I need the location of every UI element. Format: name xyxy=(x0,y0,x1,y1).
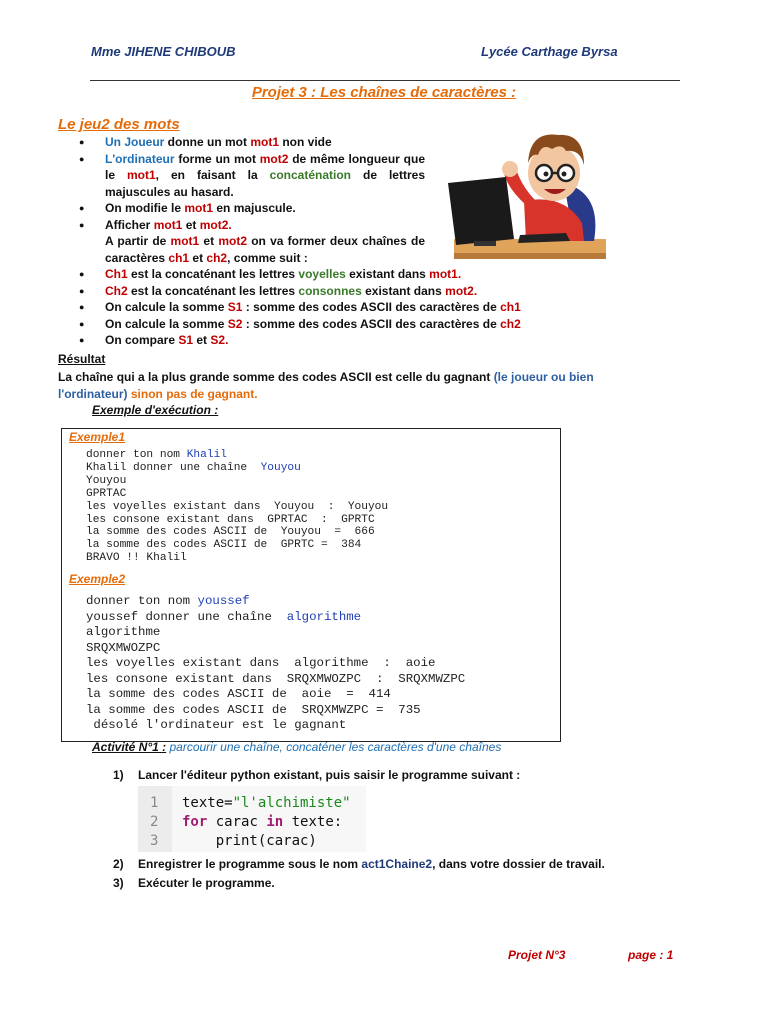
inline-text: et xyxy=(193,333,211,347)
exemple-heading: Exemple d'exécution : xyxy=(92,403,219,417)
line-number: 2 xyxy=(150,814,159,830)
code-keyword: in xyxy=(266,814,284,830)
code-line-numbers xyxy=(150,794,158,851)
list-item xyxy=(58,217,521,267)
header-divider xyxy=(90,80,680,81)
instructions-list xyxy=(58,134,521,349)
inline-text: forme un mot xyxy=(174,151,260,166)
section-title: Le jeu2 des mots xyxy=(58,116,180,133)
console-output: Youyou xyxy=(86,474,127,487)
console-line xyxy=(86,718,465,734)
inline-text: L'ordinateur xyxy=(105,151,175,166)
console-output: les voyelles existant dans algorithme : aoie xyxy=(86,656,436,670)
inline-text: mot1 xyxy=(153,217,183,232)
inline-text: est la concaténant les lettres xyxy=(127,267,299,281)
page-title: Projet 3 : Les chaînes de caractères : xyxy=(251,84,517,101)
console-user-input: algorithme xyxy=(286,609,362,624)
list-item xyxy=(58,134,521,151)
header-author: Mme JIHENE CHIBOUB xyxy=(91,44,236,59)
code-text xyxy=(182,794,351,851)
inline-text: non vide xyxy=(279,135,332,149)
inline-text: S2 xyxy=(227,316,243,331)
step-1-text: Lancer l'éditeur python existant, puis saisir le programme suivant : xyxy=(138,768,521,782)
console-output: donner ton nom xyxy=(86,449,187,461)
console-user-input: Khalil xyxy=(186,449,228,461)
console-line xyxy=(86,462,388,475)
step-3-text: Exécuter le programme. xyxy=(138,876,275,890)
list-item xyxy=(58,299,521,316)
console-user-input: youssef xyxy=(197,594,250,608)
inline-text: mot2 xyxy=(259,151,289,166)
console-output: les consone existant dans SRQXMWOZPC : SRQXMWZPC xyxy=(86,671,466,686)
inline-text: Afficher xyxy=(105,217,154,232)
list-item xyxy=(58,151,521,201)
list-item xyxy=(58,332,521,349)
inline-text: On modifie le xyxy=(105,201,185,215)
inline-text: mot1 xyxy=(127,168,156,182)
console-line xyxy=(86,687,465,703)
inline-text: ch2 xyxy=(500,316,521,331)
inline-text: act1Chaine2 xyxy=(361,857,433,871)
exemple1-label: Exemple1 xyxy=(69,430,126,444)
inline-text: mot1. xyxy=(429,267,462,281)
console-line xyxy=(86,610,465,626)
inline-text: (le joueur ou bien l'ordinateur) xyxy=(58,370,594,401)
resultat-heading: Résultat xyxy=(58,352,106,366)
resultat-paragraph xyxy=(58,369,618,403)
activity-label: Activité N°1 : xyxy=(92,740,167,754)
console-user-input: Youyou xyxy=(260,461,301,474)
inline-text: S1 xyxy=(227,300,243,314)
inline-text: mot1 xyxy=(184,201,214,215)
console-output: les consone existant dans GPRTAC : GPRTC xyxy=(86,513,375,526)
inline-text: S1 xyxy=(178,333,194,347)
console-line xyxy=(86,656,465,672)
console-output: Khalil donner une chaîne xyxy=(86,461,261,474)
inline-text: S2. xyxy=(210,333,229,347)
footer-page: page : 1 xyxy=(628,948,674,962)
inline-text: mot2 xyxy=(218,234,247,248)
inline-text: et xyxy=(199,234,219,248)
list-item xyxy=(58,200,521,217)
console-output: les voyelles existant dans Youyou : Youyou xyxy=(86,500,389,513)
inline-text: de lettres majuscules au hasard. xyxy=(105,168,425,199)
inline-text: mot1 xyxy=(170,234,200,248)
console-output: la somme des codes ASCII de SRQXMWZPC = 735 xyxy=(86,702,421,717)
code-token: texte: xyxy=(283,814,343,830)
inline-text: mot2. xyxy=(445,283,478,298)
console-output: la somme des codes ASCII de Youyou = 666 xyxy=(86,526,375,539)
inline-text: Ch1 xyxy=(105,267,128,281)
inline-text: de même longueur que le xyxy=(105,151,425,182)
inline-text: : somme des codes ASCII des caractères de xyxy=(242,300,501,314)
console-line xyxy=(86,703,465,719)
console-line xyxy=(86,552,388,565)
exemple1-console xyxy=(86,449,388,565)
inline-text: Enregistrer le programme sous le nom xyxy=(138,857,362,871)
footer-project: Projet N°3 xyxy=(508,948,566,962)
inline-text: et xyxy=(182,217,200,232)
line-number: 1 xyxy=(150,795,159,811)
console-line xyxy=(86,641,465,657)
console-output: youssef donner une chaîne xyxy=(86,609,287,624)
inline-text: La chaîne qui a la plus grande somme des codes ASCII est celle du gagnant xyxy=(58,370,494,384)
console-line xyxy=(86,514,388,527)
code-token: carac xyxy=(207,814,267,830)
inline-text: concaténation xyxy=(269,168,351,182)
inline-text: Ch2 xyxy=(105,283,128,298)
wrapped-text xyxy=(105,217,425,267)
inline-text: consonnes xyxy=(298,283,362,298)
activity-description: parcourir une chaîne, concaténer les caractères d'une chaînes xyxy=(166,740,502,754)
inline-text: en majuscule. xyxy=(213,201,296,215)
step-2-text xyxy=(138,857,605,871)
code-keyword: for xyxy=(182,814,208,830)
console-line xyxy=(86,475,388,488)
code-string: "l'alchimiste" xyxy=(232,795,351,811)
console-line xyxy=(86,594,465,610)
step-3-number: 3) xyxy=(113,876,124,890)
list-item xyxy=(58,283,521,300)
inline-text: existant dans xyxy=(361,283,446,298)
step-1-number: 1) xyxy=(113,768,124,782)
inline-text: et xyxy=(189,250,207,265)
line-number: 3 xyxy=(150,833,159,849)
console-output: la somme des codes ASCII de GPRTC = 384 xyxy=(86,539,362,552)
inline-text: donne un mot xyxy=(164,135,251,149)
inline-text: ch2 xyxy=(206,250,228,265)
inline-text: , dans votre dossier de travail. xyxy=(432,857,605,871)
console-line xyxy=(86,526,388,539)
console-output: donner ton nom xyxy=(86,594,198,608)
inline-text: on va former deux chaînes de caractères xyxy=(105,234,425,265)
console-output: désolé l'ordinateur est le gagnant xyxy=(86,718,347,732)
list-item xyxy=(58,316,521,333)
inline-text: existant dans xyxy=(345,267,430,281)
console-output: GPRTAC xyxy=(86,487,127,500)
wrapped-text xyxy=(105,151,425,201)
console-line xyxy=(86,625,465,641)
console-output: BRAVO !! Khalil xyxy=(86,552,187,565)
inline-text: voyelles xyxy=(298,267,346,281)
inline-text: est la concaténant les lettres xyxy=(127,283,299,298)
activity-heading xyxy=(92,740,501,754)
console-line xyxy=(86,539,388,552)
exemple2-label: Exemple2 xyxy=(69,572,126,586)
inline-text: , en faisant la xyxy=(155,168,270,182)
inline-text: ch1 xyxy=(500,300,521,314)
inline-text: mot1 xyxy=(250,135,280,149)
inline-text: On compare xyxy=(105,333,179,347)
list-item xyxy=(58,266,521,283)
inline-text: : somme des codes ASCII des caractères de xyxy=(242,316,501,331)
inline-text: , comme suit : xyxy=(227,250,308,265)
console-output: algorithme xyxy=(86,625,161,639)
inline-text: A partir de xyxy=(105,234,171,248)
inline-text: ch1 xyxy=(168,250,190,265)
code-token: texte= xyxy=(182,795,233,811)
console-output: la somme des codes ASCII de aoie = 414 xyxy=(86,687,391,701)
exemple2-console xyxy=(86,594,465,734)
inline-text: sinon pas de gagnant. xyxy=(127,387,258,401)
inline-text: On calcule la somme xyxy=(105,300,228,314)
console-line xyxy=(86,488,388,501)
console-line xyxy=(86,672,465,688)
header-school: Lycée Carthage Byrsa xyxy=(481,44,618,59)
console-output: SRQXMWOZPC xyxy=(86,640,161,655)
code-token: print(carac) xyxy=(182,833,317,849)
inline-text: Un Joueur xyxy=(105,135,165,149)
step-2-number: 2) xyxy=(113,857,124,871)
console-line xyxy=(86,501,388,514)
inline-text: On calcule la somme xyxy=(105,316,228,331)
inline-text: mot2. xyxy=(199,217,232,232)
console-line xyxy=(86,449,388,462)
